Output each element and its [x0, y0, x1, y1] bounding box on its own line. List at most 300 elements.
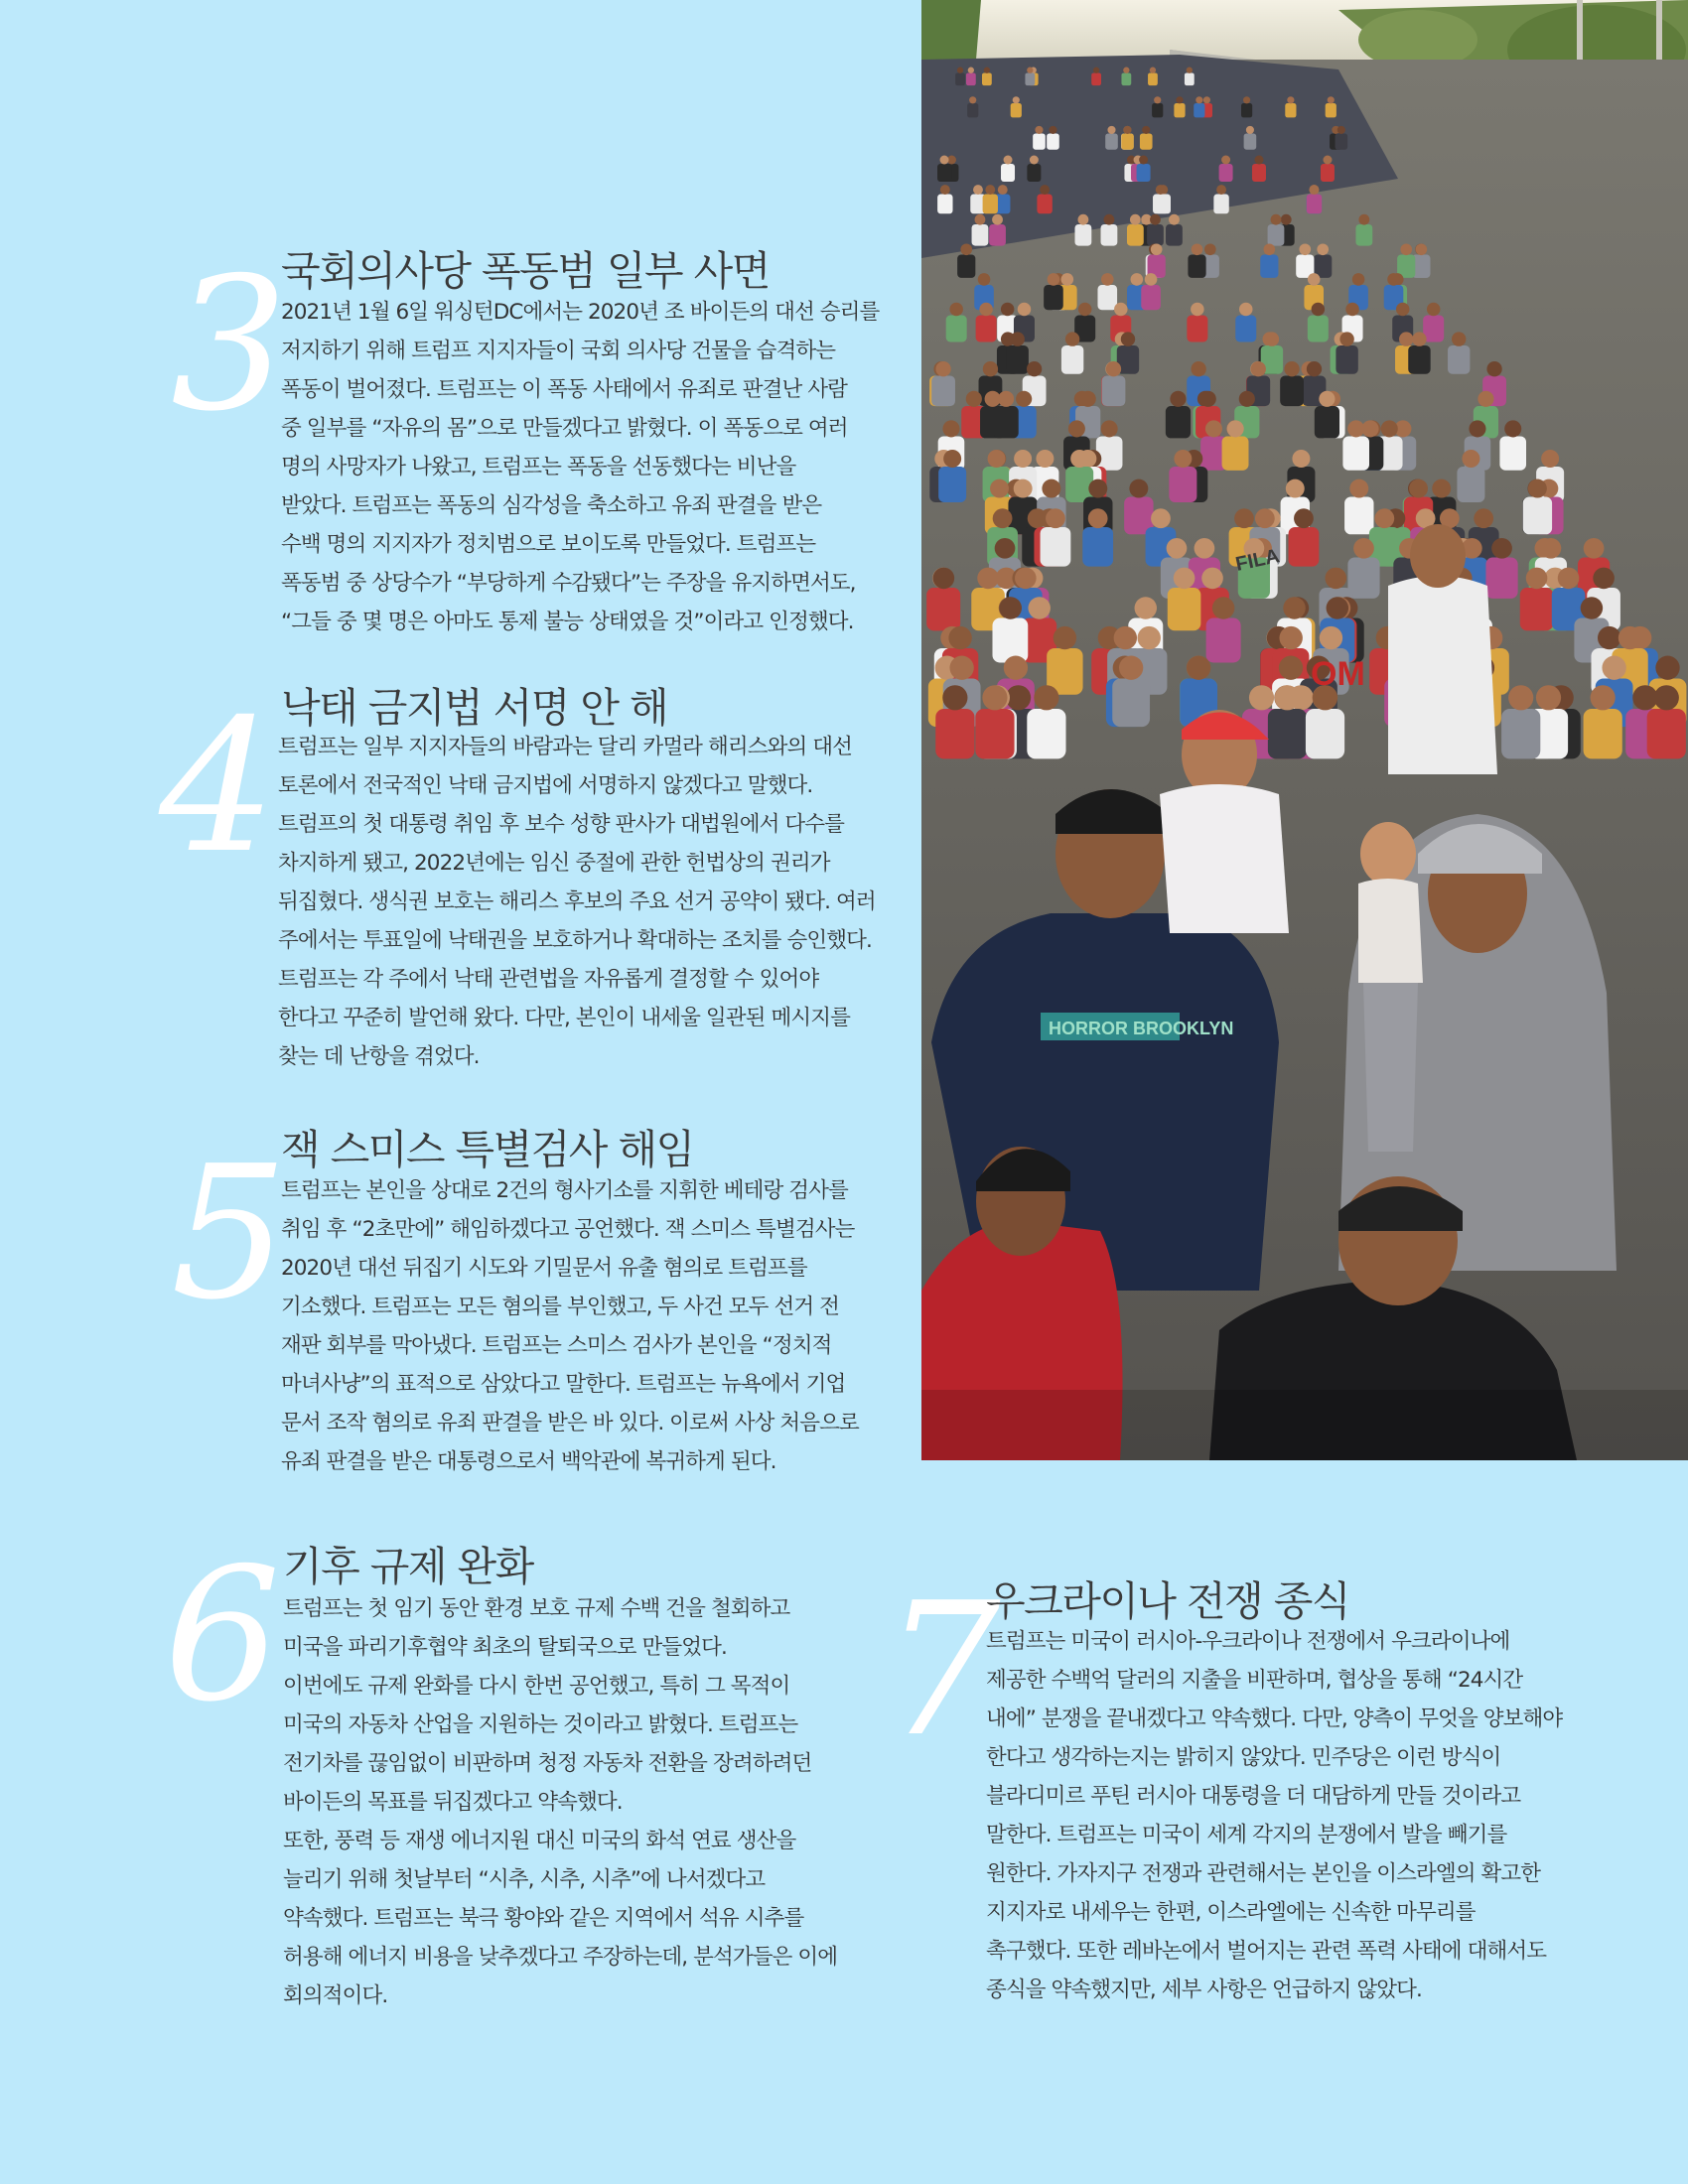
crowd-head [1474, 508, 1493, 528]
crowd-head [1416, 243, 1428, 255]
crowd-person [1321, 164, 1335, 182]
crowd-head [1325, 568, 1346, 590]
crowd-head [1046, 508, 1065, 528]
crowd-head [1088, 479, 1107, 498]
crowd-head [949, 656, 973, 680]
crowd-head [1239, 303, 1253, 317]
crowd-head [1030, 156, 1039, 165]
section-body [986, 1622, 1562, 2009]
crowd-head [1251, 361, 1266, 376]
crowd-head [1130, 214, 1141, 225]
crowd-person [1326, 103, 1336, 117]
crowd-person [1308, 316, 1329, 342]
crowd-head [1013, 96, 1020, 103]
crowd-person [1280, 376, 1304, 407]
crowd-head [1409, 479, 1428, 498]
crowd-head [1339, 332, 1353, 345]
shirt-print: OM [1311, 655, 1365, 693]
crowd-person [1033, 134, 1046, 150]
crowd-head [1284, 361, 1299, 376]
crowd-head [1004, 656, 1028, 680]
crowd-person [1344, 497, 1373, 535]
body-line: 폭동범 중 상당수가 “부당하게 수감됐다”는 주장을 유지하면서도, [281, 571, 856, 596]
crowd-head [1203, 96, 1210, 103]
crowd-person [1647, 709, 1686, 758]
crowd-head [1004, 156, 1013, 165]
crowd-head [998, 185, 1008, 195]
crowd-head [1234, 508, 1254, 528]
crowd-head [1191, 361, 1205, 376]
crowd-head [942, 420, 959, 437]
crowd-head [1526, 568, 1548, 590]
crowd-head [1201, 568, 1223, 590]
crowd-head [1187, 656, 1210, 680]
crowd-head [933, 568, 955, 590]
crowd-head [998, 391, 1014, 407]
crowd-person [966, 73, 976, 86]
crowd-head [969, 96, 976, 103]
section-number: 4 [159, 679, 276, 893]
crowd-head [940, 185, 950, 195]
crowd-head [1170, 391, 1186, 407]
crowd-head [1536, 685, 1561, 710]
crowd-person [1091, 73, 1101, 86]
crowd-head [1227, 420, 1244, 437]
crowd-person [1121, 73, 1131, 86]
crowd-head [1294, 508, 1314, 528]
crowd-person [1448, 345, 1470, 374]
crowd-person [1166, 224, 1183, 246]
crowd-head [1654, 685, 1679, 710]
body-line: 차지하게 됐고, 2022년에는 임신 중절에 관한 헌법상의 권리가 [278, 851, 830, 876]
crowd-person [1213, 195, 1228, 214]
section-number: 7 [884, 1563, 1001, 1777]
crowd-head [1221, 156, 1230, 165]
crowd-head [1150, 68, 1156, 73]
crowd-head [1345, 303, 1359, 317]
crowd-person [1044, 285, 1063, 310]
crowd-head [1054, 626, 1076, 649]
crowd-head [1151, 508, 1171, 528]
crowd-head [1154, 96, 1161, 103]
section-number: 5 [171, 1126, 288, 1340]
crowd-head [1655, 656, 1679, 680]
crowd-head [1061, 273, 1074, 286]
crowd-head [935, 361, 950, 376]
crowd-head [1000, 597, 1023, 619]
crowd-head [1299, 243, 1311, 255]
crowd-head [1353, 538, 1374, 559]
crowd-person [1206, 618, 1241, 663]
crowd-head [1271, 214, 1282, 225]
crowd-photo [921, 0, 1688, 1460]
crowd-head [1486, 361, 1501, 376]
crowd-head [1469, 420, 1485, 437]
crowd-person [1112, 679, 1150, 728]
crowd-person [1041, 527, 1071, 567]
crowd-head [1279, 656, 1303, 680]
crowd-head [1286, 479, 1305, 498]
crowd-person [1408, 345, 1430, 374]
crowd-person [1306, 709, 1344, 758]
crowd-head [1114, 303, 1128, 317]
crowd-head [966, 391, 982, 407]
crowd-person [1260, 255, 1278, 278]
crowd-head [1246, 126, 1254, 134]
crowd-head [1156, 185, 1166, 195]
crowd-head [1477, 391, 1493, 407]
crowd-head [1396, 303, 1410, 317]
crowd-person [975, 709, 1014, 758]
body-line: 취임 후 “2초만에” 해임하겠다고 공언했다. 잭 스미스 특별검사는 [281, 1217, 855, 1242]
crowd-person [1485, 558, 1517, 599]
crowd-person [1222, 437, 1249, 471]
section-heading: 기후 규제 완화 [283, 1543, 533, 1590]
crowd-head [1255, 508, 1275, 528]
crowd-person [967, 103, 978, 117]
body-line: 회의적이다. [283, 1983, 388, 2008]
crowd-person [955, 73, 965, 86]
crowd-head [1254, 156, 1263, 165]
crowd-head [1452, 332, 1466, 345]
crowd-head [1212, 597, 1235, 619]
crowd-head [1400, 243, 1412, 255]
crowd-person [1001, 164, 1015, 182]
crowd-head [1462, 450, 1479, 468]
body-line: 수백 명의 지지자가 정치범으로 보이도록 만들었다. 트럼프는 [281, 532, 816, 557]
crowd-person [1336, 345, 1357, 374]
body-line: 트럼프는 본인을 상대로 2건의 형사기소를 지휘한 베테랑 검사를 [281, 1178, 848, 1203]
crowd-head [942, 685, 967, 710]
crowd-person [1006, 345, 1028, 374]
crowd-head [1174, 450, 1192, 468]
crowd-person [1285, 103, 1296, 117]
crowd-head [1048, 273, 1060, 286]
crowd-head [1129, 479, 1148, 498]
crowd-person [1315, 406, 1339, 438]
crowd-head [1347, 420, 1364, 437]
body-line: 폭동이 벌어졌다. 트럼프는 이 폭동 사태에서 유죄로 판결난 사람 [281, 377, 848, 402]
crowd-head [984, 68, 990, 73]
section-heading: 우크라이나 전쟁 종식 [986, 1577, 1350, 1625]
crowd-person [1268, 709, 1307, 758]
crowd-head [1121, 332, 1135, 345]
crowd-head [957, 68, 963, 73]
crowd-head [1287, 96, 1294, 103]
crowd-head [1150, 214, 1161, 225]
body-line: 이번에도 규제 완화를 다시 한번 공언했고, 특히 그 목적이 [283, 1674, 790, 1699]
crowd-head [1169, 214, 1180, 225]
crowd-person [993, 618, 1028, 663]
body-line: 말한다. 트럼프는 미국이 세계 각지의 분쟁에서 발을 빼기를 [986, 1823, 1507, 1847]
crowd-head [1176, 96, 1183, 103]
crowd-head [1101, 420, 1118, 437]
crowd-head [1504, 420, 1521, 437]
crowd-head [1135, 597, 1158, 619]
body-line: 트럼프는 일부 지지자들의 바람과는 달리 카멀라 해리스와의 대선 [278, 735, 853, 759]
crowd-person [1174, 103, 1185, 117]
crowd-head [992, 214, 1003, 225]
body-line: 뒤집혔다. 생식권 보호는 해리스 후보의 주요 선거 공약이 됐다. 여러 [278, 889, 876, 914]
crowd-head [948, 626, 971, 649]
crowd-head [1119, 656, 1143, 680]
crowd-person [1152, 103, 1163, 117]
body-line: 기소했다. 트럼프는 모든 혐의를 부인했고, 두 사건 모두 선거 전 [281, 1295, 840, 1319]
section-body [281, 293, 879, 641]
crowd-head [1093, 68, 1099, 73]
body-line: 미국을 파리기후협약 최초의 탈퇴국으로 만들었다. [283, 1635, 727, 1660]
shirt-print: FILA [1233, 545, 1282, 576]
crowd-person [1584, 709, 1622, 758]
crowd-person [1011, 103, 1022, 117]
crowd-head [1142, 126, 1150, 134]
crowd-person [938, 467, 966, 502]
body-line: 중 일부를 “자유의 몸”으로 만들겠다고 밝혔다. 이 폭동으로 여러 [281, 416, 848, 441]
crowd-person [1074, 224, 1091, 246]
crowd-head [1387, 273, 1400, 286]
body-line: 찾는 데 난항을 겪었다. [278, 1044, 480, 1069]
crowd-person [1102, 376, 1126, 407]
crowd-person [946, 316, 967, 342]
crowd-head [1035, 126, 1043, 134]
section-body [278, 728, 876, 1076]
crowd-person [931, 376, 955, 407]
body-line: 저지하기 위해 트럼프 지지자들이 국회 의사당 건물을 습격하는 [281, 339, 836, 363]
crowd-head [1114, 626, 1137, 649]
crowd-head [1319, 391, 1335, 407]
crowd-head [1239, 391, 1255, 407]
crowd-person [1166, 406, 1191, 438]
crowd-head [1205, 420, 1222, 437]
crowd-person [1235, 316, 1256, 342]
body-line: 또한, 풍력 등 재생 에너지원 대신 미국의 화석 연료 생산을 [283, 1829, 796, 1853]
crowd-person [976, 316, 997, 342]
crowd-head [1632, 685, 1657, 710]
crowd-head [1191, 303, 1204, 317]
crowd-head [1101, 273, 1114, 286]
crowd-head [1018, 303, 1032, 317]
crowd-person [1027, 164, 1041, 182]
crowd-head [1145, 273, 1158, 286]
crowd-head [1317, 243, 1329, 255]
crowd-head [1381, 420, 1398, 437]
crowd-head [1312, 303, 1326, 317]
crowd-person [1147, 224, 1164, 246]
crowd-head [1200, 391, 1216, 407]
crowd-person [1241, 103, 1252, 117]
crowd-head [968, 68, 974, 73]
crowd-head [1001, 303, 1015, 317]
crowd-head [1049, 126, 1056, 134]
crowd-person [989, 224, 1006, 246]
body-line: 원한다. 가자지구 전쟁과 관련해서는 본인을 이스라엘의 확고한 [986, 1861, 1541, 1886]
crowd-person [1148, 73, 1158, 86]
crowd-person [1025, 73, 1035, 86]
crowd-head [1591, 685, 1616, 710]
crowd-head [1558, 568, 1580, 590]
crowd-head [1014, 479, 1033, 498]
crowd-head [1014, 450, 1032, 468]
crowd-head [1028, 597, 1051, 619]
crowd-head [1263, 243, 1275, 255]
crowd-person [1457, 467, 1484, 502]
crowd-head [1432, 479, 1451, 498]
crowd-person [1153, 195, 1168, 214]
crowd-head [1036, 450, 1054, 468]
crowd-head [1015, 568, 1037, 590]
crowd-person [1336, 134, 1348, 150]
crowd-head [1508, 685, 1533, 710]
crowd-head [982, 685, 1007, 710]
crowd-head [1068, 420, 1085, 437]
crowd-head [1243, 96, 1250, 103]
section-number: 3 [171, 237, 288, 452]
body-line: 재판 회부를 막아냈다. 트럼프는 스미스 검사가 본인을 “정치적 [281, 1333, 832, 1358]
crowd-head [1323, 156, 1332, 165]
crowd-person [972, 224, 989, 246]
crowd-head [1349, 479, 1368, 498]
crowd-head [988, 450, 1006, 468]
crowd-head [973, 185, 983, 195]
crowd-person [1137, 164, 1151, 182]
crowd-person [927, 588, 961, 630]
crowd-head [1010, 332, 1024, 345]
crowd-head [1040, 185, 1050, 195]
crowd-head [1337, 126, 1345, 134]
body-line: 한다고 생각하는지는 밝히지 않았다. 민주당은 이런 방식이 [986, 1745, 1501, 1770]
body-line: 문서 조작 혐의로 유죄 판결을 받은 바 있다. 이로써 사상 처음으로 [281, 1411, 859, 1435]
crowd-head [1034, 685, 1058, 710]
crowd-head [1281, 214, 1292, 225]
crowd-head [1077, 214, 1088, 225]
crowd-head [978, 273, 991, 286]
body-line: 트럼프는 미국이 러시아-우크라이나 전쟁에서 우크라이나에 [986, 1629, 1510, 1654]
crowd-person [1061, 345, 1083, 374]
body-line: 제공한 수백억 달러의 지출을 비판하며, 협상을 통해 “24시간 [986, 1668, 1523, 1693]
body-line: 2020년 대선 뒤집기 시도와 기밀문서 유출 혐의로 트럼프를 [281, 1256, 807, 1281]
crowd-head [1265, 332, 1279, 345]
crowd-head [1307, 361, 1322, 376]
crowd-head [943, 450, 961, 468]
body-line: 주에서는 투표일에 낙태권을 보호하거나 확대하는 조치를 승인했다. [278, 928, 872, 953]
crowd-head [993, 508, 1013, 528]
body-line: 트럼프는 첫 임기 동안 환경 보호 규제 수백 건을 철회하고 [283, 1596, 790, 1621]
body-line: 2021년 1월 6일 워싱턴DC에서는 2020년 조 바이든의 대선 승리를 [281, 300, 880, 325]
crowd-head [1204, 243, 1216, 255]
section-body [281, 1171, 859, 1481]
crowd-head [1070, 450, 1088, 468]
body-line: 내에” 분쟁을 끝내겠다고 약속했다. 다만, 양측이 무엇을 양보해야 [986, 1706, 1563, 1731]
crowd-person [1499, 437, 1526, 471]
crowd-head [1174, 568, 1196, 590]
section-heading: 잭 스미스 특별검사 해임 [281, 1126, 694, 1173]
crowd-head [1328, 96, 1335, 103]
crowd-head [1491, 538, 1512, 559]
crowd-person [1027, 709, 1065, 758]
crowd-person [1168, 588, 1201, 630]
crowd-head [1598, 626, 1620, 649]
crowd-person [994, 406, 1019, 438]
crowd-head [1192, 243, 1203, 255]
crowd-head [1327, 597, 1349, 619]
crowd-head [1196, 96, 1202, 103]
crowd-head [1249, 685, 1274, 710]
crowd-person [1523, 497, 1552, 535]
body-line: 지지자로 내세우는 한편, 이스라엘에는 신속한 마무리를 [986, 1900, 1476, 1925]
crowd-person [1121, 134, 1134, 150]
crowd-head [1427, 303, 1441, 317]
crowd-head [960, 243, 972, 255]
shirt-print: HORROR BROOKLYN [1049, 1019, 1234, 1038]
crowd-person [937, 195, 952, 214]
crowd-head [1104, 214, 1115, 225]
crowd-head [1358, 214, 1369, 225]
crowd-head [1584, 538, 1605, 559]
section-number: 6 [164, 1528, 281, 1742]
crowd-person [1520, 588, 1554, 630]
body-line: 바이든의 목표를 뒤집겠다고 약속했다. [283, 1790, 623, 1815]
crowd-person [1140, 134, 1153, 150]
crowd-head [1412, 332, 1426, 345]
crowd-head [1078, 303, 1092, 317]
crowd-person [1097, 285, 1117, 310]
body-line: “그들 중 몇 명은 아마도 통제 불능 상태였을 것”이라고 인정했다. [281, 610, 854, 634]
crowd-head [1187, 68, 1193, 73]
crowd-head [1123, 68, 1129, 73]
section-heading: 낙태 금지법 서명 안 해 [281, 684, 668, 732]
crowd-head [977, 568, 999, 590]
crowd-head [1080, 391, 1096, 407]
section-heading: 국회의사당 폭동범 일부 사면 [281, 247, 770, 295]
crowd-head [1581, 597, 1604, 619]
body-line: 전기차를 끊임없이 비판하며 청정 자동차 전환을 장려하려던 [283, 1751, 812, 1776]
crowd-person [1252, 164, 1266, 182]
crowd-head [1310, 185, 1320, 195]
crowd-head [983, 361, 998, 376]
crowd-person [1347, 558, 1379, 599]
crowd-person [1194, 103, 1204, 117]
crowd-head [979, 303, 993, 317]
crowd-head [1541, 450, 1559, 468]
crowd-head [1308, 273, 1321, 286]
crowd-head [1283, 597, 1306, 619]
crowd-head [995, 538, 1016, 559]
crowd-head [940, 156, 949, 165]
body-line: 늘리기 위해 첫날부터 “시추, 시추, 시추”에 나서겠다고 [283, 1867, 766, 1892]
body-line: 한다고 꾸준히 발언해 왔다. 다만, 본인이 내세울 일관된 메시지를 [278, 1006, 850, 1030]
crowd-person [1096, 437, 1123, 471]
crowd-head [1399, 332, 1413, 345]
crowd-person [1289, 527, 1320, 567]
crowd-person [1185, 73, 1195, 86]
crowd-person [1047, 134, 1059, 150]
body-line: 블라디미르 푸틴 러시아 대통령을 더 대담하게 만들 것이라고 [986, 1784, 1521, 1809]
crowd-person [982, 73, 992, 86]
body-line: 허용해 에너지 비용을 낮추겠다고 주장하는데, 분석가들은 이에 [283, 1945, 838, 1970]
crowd-head [1528, 479, 1547, 498]
crowd-head [1352, 273, 1365, 286]
crowd-person [1342, 437, 1369, 471]
crowd-head [1275, 685, 1300, 710]
crowd-head [1167, 538, 1188, 559]
crowd-person [1037, 195, 1052, 214]
crowd-head [975, 214, 986, 225]
crowd-person [1355, 224, 1372, 246]
body-line: 받았다. 트럼프는 폭동의 심각성을 축소하고 유죄 판결을 받은 [281, 493, 822, 518]
crowd-head [1195, 538, 1215, 559]
crowd-person [1169, 467, 1196, 502]
crowd-head [949, 303, 963, 317]
